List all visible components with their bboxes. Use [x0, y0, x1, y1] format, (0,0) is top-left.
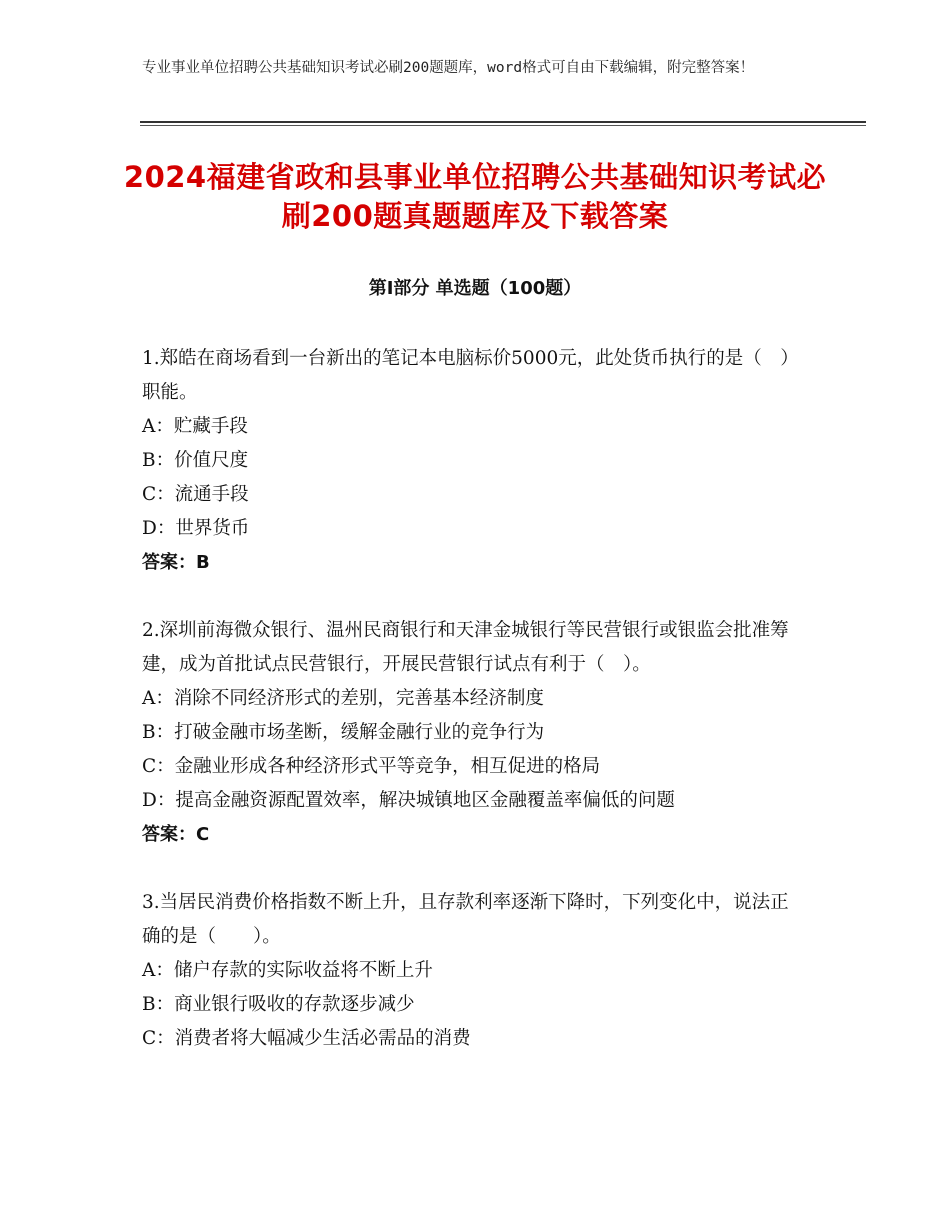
question-stem: 1.郑皓在商场看到一台新出的笔记本电脑标价5000元，此处货币执行的是（ ）职能。 — [142, 348, 799, 403]
option-c: C：消费者将大幅减少生活必需品的消费 — [142, 1028, 471, 1049]
header-note: 专业事业单位招聘公共基础知识考试必刷200题题库，word格式可自由下载编辑，附完整答案！ — [142, 60, 755, 76]
option-d: D：提高金融资源配置效率，解决城镇地区金融覆盖率偏低的问题 — [142, 790, 675, 811]
question-stem: 3.当居民消费价格指数不断上升，且存款利率逐渐下降时，下列变化中，说法正确的是（ ）。 — [142, 892, 789, 947]
document-title: 2024福建省政和县事业单位招聘公共基础知识考试必刷200题真题题库及下载答案 — [123, 160, 827, 233]
part-heading: 第Ⅰ部分 单选题（100题） — [368, 278, 582, 299]
option-d: D：世界货币 — [142, 518, 250, 539]
header-rule-thick — [140, 121, 866, 123]
option-a: A：消除不同经济形式的差别，完善基本经济制度 — [142, 688, 544, 709]
question-3 — [142, 886, 807, 1056]
option-a: A：贮藏手段 — [142, 416, 248, 437]
option-a: A：储户存款的实际收益将不断上升 — [142, 960, 433, 981]
answer-label: 答案：B — [142, 552, 210, 573]
option-c: C：流通手段 — [142, 484, 249, 505]
question-1 — [142, 342, 807, 580]
question-list — [142, 342, 807, 1090]
header-rule-thin — [140, 125, 866, 126]
answer-label: 答案：C — [142, 824, 210, 845]
option-c: C：金融业形成各种经济形式平等竞争，相互促进的格局 — [142, 756, 601, 777]
option-b: B：打破金融市场垄断，缓解金融行业的竞争行为 — [142, 722, 545, 743]
option-b: B：商业银行吸收的存款逐步减少 — [142, 994, 415, 1015]
question-stem: 2.深圳前海微众银行、温州民商银行和天津金城银行等民营银行或银监会批准筹建，成为首批试点民营银行，开展民营银行试点有利于（ ）。 — [142, 620, 789, 675]
question-2 — [142, 614, 807, 852]
option-b: B：价值尺度 — [142, 450, 249, 471]
